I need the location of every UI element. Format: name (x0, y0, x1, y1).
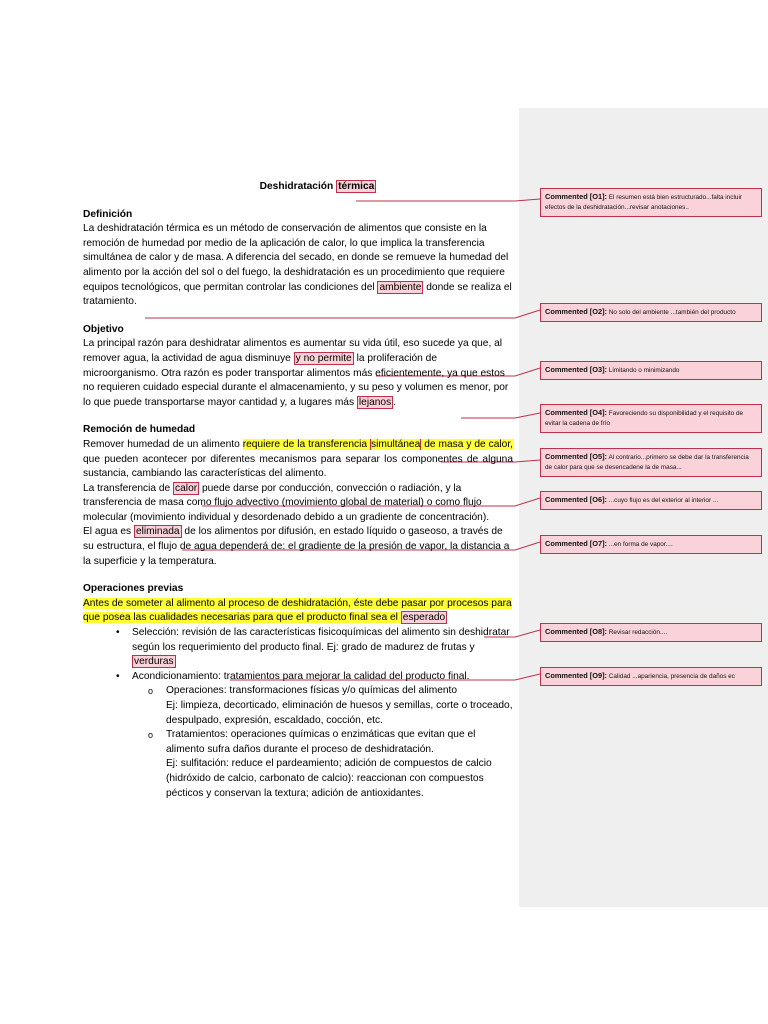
text-run: la proliferación de microorganismo. Otra razón es poder transportar alimentos más eficientemente, ya que estos no requieren cuidado especial durante el almacenamiento, y su peso y volumen es menor, por lo que puede transportarse mayor cantidad y, a lugares más (83, 352, 509, 408)
comment-text: Limitando o minimizando (608, 367, 680, 374)
comment-balloon-o1[interactable] (540, 188, 762, 217)
comment-anchor-eliminada[interactable]: eliminada (135, 526, 180, 538)
comment-balloon-o7[interactable] (540, 535, 762, 554)
text-run: Acondicionamiento: tratamientos para mejorar la calidad del producto final. (132, 670, 470, 682)
paragraph-remocion-2 (83, 482, 513, 526)
text-run: que pueden acontecer por diferentes mecanismos para separar los componentes de alguna sustancia, cambiando las características del alimento. (83, 453, 513, 480)
document-page (83, 180, 513, 801)
spacer (83, 410, 513, 423)
highlighted-text: de masa y de calor, (421, 438, 513, 450)
heading-objetivo: Objetivo (83, 323, 124, 335)
comment-anchor-titulo[interactable]: térmica (338, 181, 375, 192)
sub-bullet-operaciones (166, 684, 513, 728)
comment-anchor-lejanos[interactable]: lejanos (358, 396, 392, 408)
text-run: Operaciones: transformaciones físicas y/o químicas del alimento (166, 685, 458, 697)
text-run: puede darse por conducción, convección o radiación, y la transferencia de masa como flujo advectivo (movimiento global de material) o como flujo molecular (movimiento individual y desordenado debido a un gradiente de concentración). (83, 482, 490, 523)
comment-text: ...en forma de vapor.... (608, 541, 673, 548)
comment-balloon-o5[interactable] (540, 448, 762, 477)
spacer (83, 310, 513, 323)
text-run: Ej: sulfitación: reduce el pardeamiento; adición de compuestos de calcio (hidróxido de calcio, carbonato de calcio): reaccionan con compuestos pécticos y conservan la textura; adición de antioxidantes. (166, 758, 492, 799)
sub-bullet-tratamientos (166, 728, 513, 801)
comment-label: Commented [O1]: (545, 192, 608, 201)
highlighted-text: requiere de la transferencia (242, 438, 370, 450)
title-text: Deshidratación (259, 181, 337, 192)
comment-text: No solo del ambiente ...también del producto (608, 309, 736, 316)
text-run: La principal razón para deshidratar alimentos es aumentar su vida útil, eso sucede ya que, al remover agua, la actividad de agua disminuye (83, 338, 503, 364)
comment-anchor-simultanea[interactable]: simultánea (370, 438, 421, 450)
text-run: de los alimentos por difusión, en estado líquido o gaseoso, a través de su estructura, el flujo de agua dependerá de: el gradiente de la presión de vapor, la distancia a la superficie y la temperatura. (83, 526, 510, 567)
bullet-list (83, 626, 513, 801)
heading-remocion: Remoción de humedad (83, 424, 196, 436)
paragraph-remocion-1 (83, 438, 513, 482)
comment-label: Commented [O4]: (545, 408, 608, 417)
comment-label: Commented [O2]: (545, 307, 608, 316)
comment-anchor-verduras[interactable]: verduras (134, 656, 174, 668)
paragraph-objetivo (83, 337, 513, 410)
comment-balloon-o2[interactable] (540, 303, 762, 322)
comment-label: Commented [O5]: (545, 452, 608, 461)
comment-anchor-ambiente[interactable]: ambiente (379, 281, 422, 293)
text-run: El agua es (83, 526, 134, 538)
document-title (83, 180, 513, 195)
comment-balloon-o4[interactable] (540, 404, 762, 433)
text-run: La transferencia de (83, 482, 174, 494)
highlighted-text: Antes de someter al alimento al proceso de deshidratación, éste debe pasar por procesos para que posea las cualidades necesarias para que el producto final sea el (83, 597, 512, 624)
comment-balloon-o9[interactable] (540, 667, 762, 686)
paragraph-definicion (83, 222, 513, 310)
text-run: Tratamientos: operaciones químicas o enzimáticas que evitan que el alimento sufra daños durante el proceso de deshidratación. (166, 729, 476, 755)
text-run: La deshidratación térmica es un método de conservación de alimentos que consiste en la remoción de humedad por medio de la aplicación de calor, lo que implica la transferencia simultánea de calor y de masa. A diferencia del secado, en donde se remueve la humedad del alimento por la acción del sol o del fuego, la deshidratación es un procedimiento que requiere equipos tecnológicos, que permitan controlar las condiciones del (83, 223, 509, 293)
comment-balloon-o6[interactable] (540, 491, 762, 510)
comment-anchor-no-permite[interactable]: y no permite (295, 352, 352, 364)
sub-bullet-list (132, 684, 513, 801)
heading-operaciones: Operaciones previas (83, 583, 184, 595)
comment-balloon-o8[interactable] (540, 623, 762, 642)
comment-label: Commented [O3]: (545, 365, 608, 374)
comment-text: Revisar redacción.... (608, 629, 668, 636)
text-run: Ej: limpieza, decorticado, eliminación de huesos y semillas, corte o troceado, despulpado, expresión, escaldado, cocción, etc. (166, 700, 513, 726)
comment-label: Commented [O7]: (545, 539, 608, 548)
text-run: Selección: revisión de las características fisicoquímicas del alimento sin deshidratar según los requerimiento del producto final. Ej: grado de madurez de frutas y (132, 627, 510, 653)
comment-label: Commented [O9]: (545, 671, 608, 680)
comment-label: Commented [O8]: (545, 627, 608, 636)
comment-text: Calidad ...apariencia, presencia de daños ec (608, 673, 735, 680)
paragraph-remocion-3 (83, 525, 513, 569)
comment-text: Favoreciendo su disponibilidad y el requisito de evitar la cadena de frío (545, 410, 744, 427)
text-run: donde se realiza el tratamiento. (83, 281, 512, 308)
paragraph-operaciones-intro (83, 597, 513, 626)
comment-text: Al contrario...primero se debe dar la transferencia de calor para que se desencadene la de masa... (545, 454, 749, 471)
bullet-seleccion (132, 626, 513, 670)
comment-text: ...cuyo flujo es del exterior al interior ... (608, 497, 719, 504)
comment-anchor-calor[interactable]: calor (175, 482, 198, 494)
heading-definicion: Definición (83, 208, 133, 220)
comment-text: El resumen está bien estructurado...falta incluir efectos de la deshidratación...revisar anotaciones.. (545, 194, 743, 211)
text-run: . (393, 396, 397, 408)
text-run: Remover humedad de un alimento (83, 438, 243, 450)
comment-label: Commented [O6]: (545, 495, 608, 504)
comment-anchor-esperado[interactable]: esperado (402, 612, 446, 624)
bullet-acondicionamiento (132, 670, 513, 801)
spacer (83, 569, 513, 582)
comment-balloon-o3[interactable] (540, 361, 762, 380)
